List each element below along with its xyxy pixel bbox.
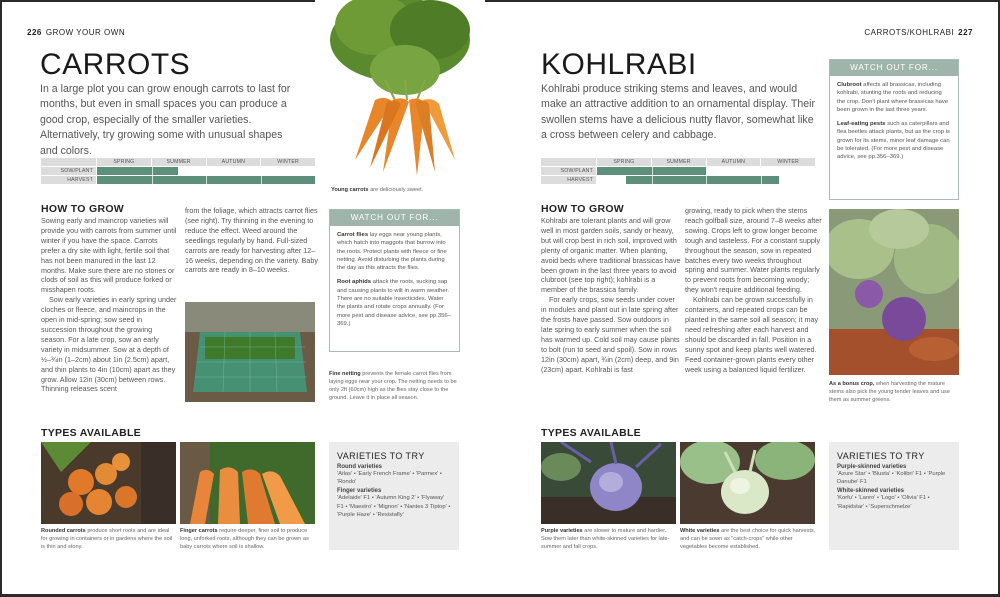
purple-varieties-list: 'Azure Star' • 'Blusta' • 'Kolibri' F1 • 'Purple Danube' F1 bbox=[837, 471, 946, 486]
page-title-carrots: CARROTS bbox=[40, 48, 191, 81]
young-carrots-caption: Young carrots are deliciously sweet. bbox=[331, 187, 424, 193]
fine-netting-photo bbox=[185, 302, 315, 402]
varieties-heading: VARIETIES TO TRY bbox=[337, 451, 425, 461]
carrots-intro: In a large plot you can grow enough carrots to last for months, but even in small spaces you can produce a good crop, especially of the smaller varieties. Alternatively, try growing some with unusual shapes and colors. bbox=[40, 83, 291, 157]
young-carrots-photo bbox=[315, 0, 485, 180]
row-label-sow: SOW/PLANT bbox=[541, 167, 596, 175]
rounded-carrots-caption: Rounded carrots produce short roots and are ideal for growing in containers or in gardens where the soil is thin and stony. bbox=[41, 528, 173, 550]
kohlrabi-plant-photo bbox=[829, 209, 959, 375]
running-head: GROW YOUR OWN bbox=[45, 28, 126, 37]
watch-out-heading: WATCH OUT FOR... bbox=[830, 60, 958, 76]
purple-kohlrabi-photo bbox=[541, 442, 676, 524]
row-label-harvest: HARVEST bbox=[541, 176, 596, 184]
varieties-heading: VARIETIES TO TRY bbox=[837, 451, 925, 461]
row-label-harvest: HARVEST bbox=[41, 176, 96, 184]
carrots-how-to-grow-heading: HOW TO GROW bbox=[41, 203, 125, 215]
white-kohlrabi-photo bbox=[680, 442, 815, 524]
watch-out-heading: WATCH OUT FOR... bbox=[330, 210, 459, 226]
kohlrabi-how-to-grow-heading: HOW TO GROW bbox=[541, 203, 625, 215]
white-varieties-caption: White varieties are the best choice for quick harvests, and can be sown as "catch-crops" while other vegetables become established. bbox=[680, 528, 816, 550]
carrots-types-heading: TYPES AVAILABLE bbox=[41, 427, 141, 439]
kohlrabi-how-to-grow-col1: Kohlrabi are tolerant plants and will grow well in most garden soils, sandy or heavy, but will crop best in rich soil, improved with plenty of organic matter. When planting, avoid beds where traditional brassicas have been grown in the last three years to avoid clubroot (see top right); kohlrabi is a member of the brassica family. For early crops, sow seeds under cover in modules and plant out in late spring after the frosts have passed. Sow outdoors in late spring to early summer when the soil has warmed up. Cold soil may cause plants to bolt (run to seed and spoil). Sow in rows 12in (30cm) apart, ¾in (2cm) deep, and 9in (23cm) apart. Kohlrabi is fast bbox=[541, 216, 681, 374]
white-varieties-list: 'Korfu' • 'Lanro' • 'Logo' • 'Olivia' F1 • 'Rapidstar' • 'Superschmelze' bbox=[837, 495, 930, 510]
page-number: 227 bbox=[958, 28, 973, 37]
row-label-sow: SOW/PLANT bbox=[41, 167, 96, 175]
season-summer: SUMMER bbox=[652, 158, 706, 166]
kohlrabi-types-heading: TYPES AVAILABLE bbox=[541, 427, 641, 439]
kohlrabi-how-to-grow-col2: growing, ready to pick when the stems reach golfball size, around 7–8 weeks after sowing. Crops left to grow longer become tough and tasteless. For a constant supply throughout the season, sow in repeated batches every two weeks throughout spring and summer. Water plants regularly to prevent roots from becoming woody; they won't require additional feeding. Kohlrabi can be grown successfully in containers, and repeated crops can be planted in the same soil all season; it may need refreshing after each harvest and should be discarded in fall. Position in a sunny spot and keep plants well watered. Feed container-grown plants every other week using a balanced liquid fertilizer. bbox=[685, 206, 822, 374]
watch-item-leaf-eating-pests: Leaf-eating pests such as caterpillars and flea beetles attack plants, but as the crop is grown for its stems, minor leaf damage can be tolerated. (For more pest and disease advice, see pp.356–369.) bbox=[837, 121, 950, 161]
running-head: CARROTS/KOHLRABI bbox=[864, 28, 955, 37]
watch-item-root-aphids: Root aphids attack the roots, sucking sap and causing plants to wilt in warm weather. There are no suitable insecticides. Water the plants and rotate crops annually. (For more pest and disease advice, see pp.356–369.) bbox=[337, 279, 451, 327]
kohlrabi-watch-out-box bbox=[829, 59, 959, 200]
carrots-varieties-box: VARIETIES TO TRY Round varieties 'Atlas' • 'Early French Frame' • 'Parmex' • 'Rondo' Finger varieties 'Adelaide' F1 • 'Autumn King 2' • 'Flyaway' F1 • 'Maestro' • 'Mignon' • 'Nantes 3 Tiptop' • 'Purple Haze' • 'Resistafly' bbox=[329, 442, 459, 550]
sow-period-bar bbox=[97, 167, 178, 175]
left-folio bbox=[27, 28, 125, 37]
fine-netting-caption: Fine netting prevents the female carrot flies from laying eggs near your crop. The netting needs to be only 2ft (60cm) high as the flies stay close to the ground. Leave it in place all season. bbox=[329, 371, 457, 401]
carrots-how-to-grow-col1: Sowing early and maincrop varieties will provide you with carrots from summer until winter if you have the space. Carrots prefer a dry site with light, fertile soil that has not been manured in the last 12 months. Make sure there are no stones or clods of soil as this will produce forked or misshapen roots. Sow early varieties in early spring under cloches or fleece, and maincrops in the open in mid-spring; sow seed in succession throughout the growing season. For a late crop, sow an early variety in midsummer. Sow at a depth of ½–¾in (1–2cm) about 1in (2.5cm) apart, and thin plants to 4in (10cm) apart as they grow. Allow 12in (30cm) between rows. Thinning releases scent bbox=[41, 216, 177, 394]
kohlrabi-intro: Kohlrabi produce striking stems and leaves, and would make an attractive addition to an ornamental display. Their swollen stems have a delicious nutty flavor, somewhat like a cross between celery and cabbage. bbox=[541, 83, 816, 142]
bonus-crop-caption: As a bonus crop, when harvesting the mature stems also pick the young tender leaves and use them as summer greens. bbox=[829, 381, 950, 403]
season-autumn: AUTUMN bbox=[707, 158, 761, 166]
page-title-kohlrabi: KOHLRABI bbox=[541, 48, 697, 81]
right-folio bbox=[864, 28, 973, 37]
finger-varieties-list: 'Adelaide' F1 • 'Autumn King 2' • 'Flyaway' F1 • 'Maestro' • 'Mignon' • 'Nantes 3 Tiptop' • 'Purple Haze' • 'Resistafly' bbox=[337, 495, 451, 518]
round-varieties-list: 'Atlas' • 'Early French Frame' • 'Parmex' • 'Rondo' bbox=[337, 471, 442, 486]
season-spring: SPRING bbox=[597, 158, 651, 166]
finger-carrots-caption: Finger carrots require deeper, finer soil to produce long, unforked roots, although they can be grown as baby carrots where soil is shallow. bbox=[180, 528, 309, 550]
season-summer: SUMMER bbox=[152, 158, 206, 166]
carrots-calendar bbox=[41, 158, 315, 185]
kohlrabi-varieties-box: VARIETIES TO TRY Purple-skinned varieties 'Azure Star' • 'Blusta' • 'Kolibri' F1 • 'Purple Danube' F1 White-skinned varieties 'Korfu' • 'Lanro' • 'Logo' • 'Olivia' F1 • 'Rapidstar' • 'Superschmelze' bbox=[829, 442, 959, 550]
page-number: 226 bbox=[27, 28, 42, 37]
carrots-watch-out-box bbox=[329, 209, 460, 352]
carrots-how-to-grow-col2: from the foliage, which attracts carrot flies (see right). Try thinning in the evening to reduce the effect. Weed around the seedlings regularly by hand. Full-sized carrots are ready for harvesting after 12–16 weeks, depending on the variety. Baby carrots are ready in 8–10 weeks. bbox=[185, 206, 318, 275]
purple-varieties-caption: Purple varieties are slower to mature and hardier. Sow them later than white-skinned varieties for late-summer and fall crops. bbox=[541, 528, 670, 550]
watch-item-clubroot: Clubroot affects all brassicas, including kohlrabi, stunting the roots and reducing the crop. Don't plant where brassicas have been grown in the last three years. bbox=[837, 82, 949, 113]
watch-item-carrot-flies: Carrot flies lay eggs near young plants, which hatch into maggots that burrow into the roots. Protect plants with fleece or fine netting. Avoid disturbing the plants during the day as this attracts the flies. bbox=[337, 232, 447, 272]
season-winter: WINTER bbox=[261, 158, 315, 166]
season-autumn: AUTUMN bbox=[207, 158, 261, 166]
season-spring: SPRING bbox=[97, 158, 151, 166]
finger-carrots-photo bbox=[180, 442, 315, 524]
harvest-period-bar bbox=[626, 176, 779, 184]
kohlrabi-calendar bbox=[541, 158, 815, 185]
season-winter: WINTER bbox=[761, 158, 815, 166]
rounded-carrots-photo bbox=[41, 442, 176, 524]
